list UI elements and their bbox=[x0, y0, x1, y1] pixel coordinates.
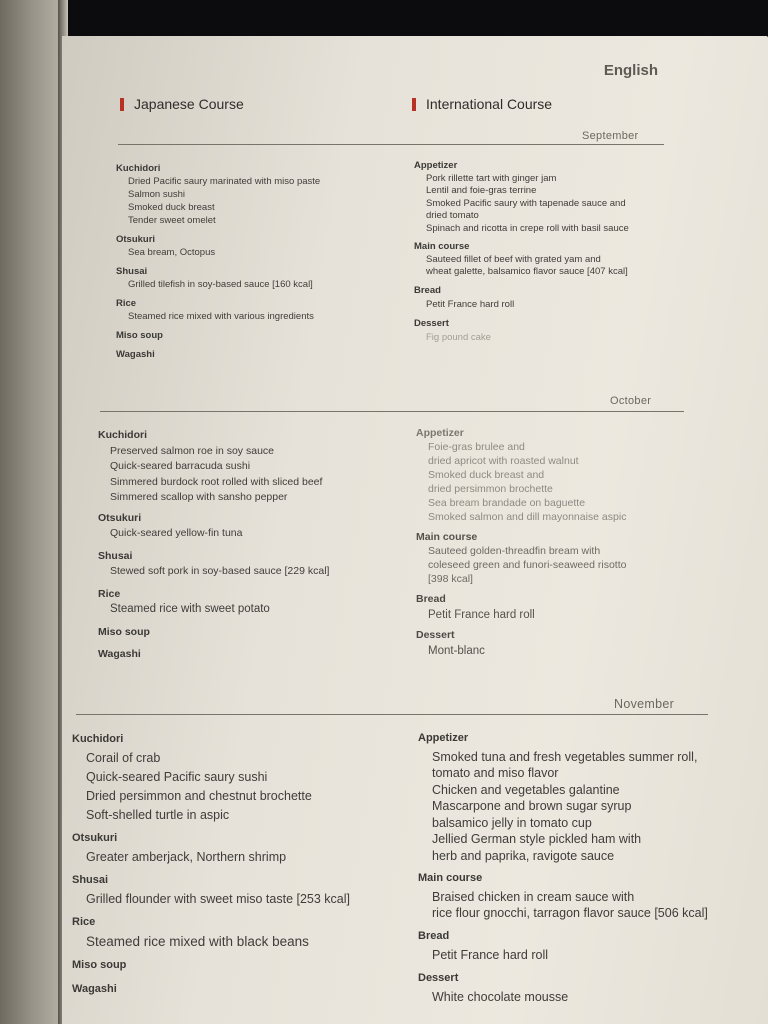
appetizer-items bbox=[418, 749, 708, 865]
section-shusai: Shusai bbox=[116, 266, 148, 277]
section-main-course: Main course bbox=[416, 531, 478, 543]
menu-item: Dried Pacific saury marinated with miso paste bbox=[128, 176, 321, 187]
menu-item: Tender sweet omelet bbox=[128, 215, 216, 226]
main-course-items bbox=[416, 544, 626, 586]
section-otsukuri: Otsukuri bbox=[98, 511, 142, 524]
menu-item: Mont-blanc bbox=[428, 645, 485, 657]
appetizer-items bbox=[416, 440, 626, 524]
menu-item: rice flour gnocchi, tarragon flavor sauce [506 kcal] bbox=[432, 906, 708, 920]
section-dessert: Dessert bbox=[414, 317, 449, 329]
menu-item: wheat galette, balsamico flavor sauce [407 kcal] bbox=[426, 266, 628, 277]
section-rice: Rice bbox=[116, 298, 137, 309]
section-main-course: Main course bbox=[414, 241, 470, 252]
menu-item: Spinach and ricotta in crepe roll with basil sauce bbox=[426, 222, 629, 234]
menu-item: Smoked duck breast and bbox=[428, 469, 545, 481]
november-japanese-menu bbox=[72, 730, 350, 999]
japanese-course-heading bbox=[120, 96, 244, 112]
menu-item: Steamed rice with sweet potato bbox=[110, 603, 270, 615]
menu-item: Petit France hard roll bbox=[432, 948, 549, 962]
menu-item: Mascarpone and brown sugar syrup bbox=[432, 799, 632, 813]
october-japanese-menu bbox=[98, 428, 329, 663]
section-appetizer: Appetizer bbox=[418, 732, 469, 744]
section-miso-soup: Miso soup bbox=[72, 959, 127, 971]
menu-item: Chicken and vegetables galantine bbox=[432, 782, 620, 797]
section-shusai: Shusai bbox=[72, 874, 109, 886]
menu-page bbox=[62, 36, 768, 1024]
menu-item: Fig pound cake bbox=[426, 332, 491, 343]
menu-item: Lentil and foie-gras terrine bbox=[426, 185, 537, 196]
section-kuchidori: Kuchidori bbox=[98, 429, 147, 441]
section-bread: Bread bbox=[416, 593, 446, 605]
section-miso-soup: Miso soup bbox=[98, 625, 150, 638]
menu-item: Petit France hard roll bbox=[428, 609, 535, 621]
section-main-course: Main course bbox=[418, 872, 483, 884]
menu-item: Braised chicken in cream sauce with bbox=[432, 889, 635, 904]
menu-item: Jellied German style pickled ham with bbox=[432, 832, 642, 846]
kuchidori-items bbox=[98, 444, 329, 506]
menu-item: Pork rillette tart with ginger jam bbox=[426, 172, 557, 184]
heading-marker bbox=[412, 98, 416, 111]
section-wagashi: Wagashi bbox=[116, 349, 155, 360]
section-kuchidori: Kuchidori bbox=[72, 733, 124, 745]
month-label-november: November bbox=[614, 697, 675, 711]
month-divider bbox=[100, 411, 684, 412]
month-label-october: October bbox=[610, 395, 652, 407]
section-appetizer: Appetizer bbox=[414, 160, 458, 171]
menu-item: Simmered burdock root rolled with sliced beef bbox=[110, 475, 323, 488]
october-international-menu bbox=[416, 426, 626, 658]
section-dessert: Dessert bbox=[416, 629, 455, 641]
menu-item: Foie-gras brulee and bbox=[428, 441, 525, 453]
section-rice: Rice bbox=[72, 916, 96, 928]
section-kuchidori: Kuchidori bbox=[116, 163, 161, 174]
menu-item: Steamed rice mixed with black beans bbox=[86, 934, 309, 949]
menu-item: Grilled flounder with sweet miso taste [253 kcal] bbox=[86, 892, 351, 906]
left-page-edge bbox=[0, 0, 62, 1024]
menu-item: tomato and miso flavor bbox=[432, 766, 559, 780]
menu-item: [398 kcal] bbox=[428, 573, 473, 585]
month-divider bbox=[76, 714, 708, 715]
menu-item: Sea bream, Octopus bbox=[128, 247, 216, 258]
menu-item: Grilled tilefish in soy-based sauce [160 kcal] bbox=[128, 279, 313, 290]
section-appetizer: Appetizer bbox=[416, 427, 464, 439]
kuchidori-items bbox=[72, 749, 350, 825]
section-miso-soup: Miso soup bbox=[116, 330, 163, 341]
menu-item: Smoked Pacific saury with tapenade sauce and bbox=[426, 197, 626, 209]
menu-item: Quick-seared barracuda sushi bbox=[110, 460, 251, 472]
section-wagashi: Wagashi bbox=[72, 983, 117, 995]
menu-item: coleseed green and funori-seaweed risotto bbox=[428, 559, 627, 571]
section-otsukuri: Otsukuri bbox=[72, 832, 118, 844]
menu-item: Corail of crab bbox=[86, 751, 161, 765]
kuchidori-items bbox=[116, 175, 320, 227]
menu-item: Simmered scallop with sansho pepper bbox=[110, 491, 288, 503]
international-course-heading bbox=[412, 96, 552, 112]
section-bread: Bread bbox=[418, 929, 450, 942]
menu-item: dried apricot with roasted walnut bbox=[428, 455, 579, 467]
menu-item: Quick-seared Pacific saury sushi bbox=[86, 770, 268, 784]
menu-item: Smoked tuna and fresh vegetables summer roll, bbox=[432, 749, 698, 764]
menu-item: herb and paprika, ravigote sauce bbox=[432, 848, 615, 863]
menu-item: Sea bream brandade on baguette bbox=[428, 497, 586, 509]
menu-item: Petit France hard roll bbox=[426, 299, 515, 310]
menu-item: Soft-shelled turtle in aspic bbox=[86, 808, 230, 822]
menu-item: Dried persimmon and chestnut brochette bbox=[86, 789, 312, 803]
menu-item: balsamico jelly in tomato cup bbox=[432, 815, 592, 830]
menu-item: Preserved salmon roe in soy sauce bbox=[110, 444, 274, 457]
menu-item: Salmon sushi bbox=[128, 189, 186, 200]
japanese-course-title: Japanese Course bbox=[134, 96, 244, 112]
heading-marker bbox=[120, 98, 124, 111]
menu-item: dried persimmon brochette bbox=[428, 483, 553, 495]
menu-item: Quick-seared yellow-fin tuna bbox=[110, 527, 243, 539]
menu-item: Smoked salmon and dill mayonnaise aspic bbox=[428, 511, 627, 523]
appetizer-items bbox=[414, 173, 629, 236]
month-divider bbox=[118, 144, 664, 145]
menu-item: Sauteed golden-threadfin bream with bbox=[428, 545, 601, 557]
section-shusai: Shusai bbox=[98, 549, 133, 562]
menu-item: Smoked duck breast bbox=[128, 202, 215, 213]
menu-item: Sauteed fillet of beef with grated yam and bbox=[426, 253, 601, 265]
month-label-september: September bbox=[582, 130, 639, 142]
international-course-title: International Course bbox=[426, 96, 553, 112]
section-wagashi: Wagashi bbox=[98, 648, 141, 660]
language-label: English bbox=[603, 62, 658, 79]
section-dessert: Dessert bbox=[418, 971, 459, 984]
main-course-items bbox=[418, 889, 708, 922]
menu-item: White chocolate mousse bbox=[432, 990, 569, 1004]
section-rice: Rice bbox=[98, 587, 121, 600]
menu-item: dried tomato bbox=[426, 210, 479, 221]
november-international-menu bbox=[418, 730, 708, 1006]
september-japanese-menu bbox=[116, 162, 320, 361]
menu-item: Steamed rice mixed with various ingredients bbox=[128, 311, 314, 322]
main-course-items bbox=[414, 254, 629, 279]
section-bread: Bread bbox=[414, 284, 441, 296]
menu-item: Greater amberjack, Northern shrimp bbox=[86, 850, 287, 864]
menu-item: Stewed soft pork in soy-based sauce [229 kcal] bbox=[110, 565, 330, 577]
section-otsukuri: Otsukuri bbox=[116, 234, 156, 245]
september-international-menu bbox=[414, 160, 629, 345]
